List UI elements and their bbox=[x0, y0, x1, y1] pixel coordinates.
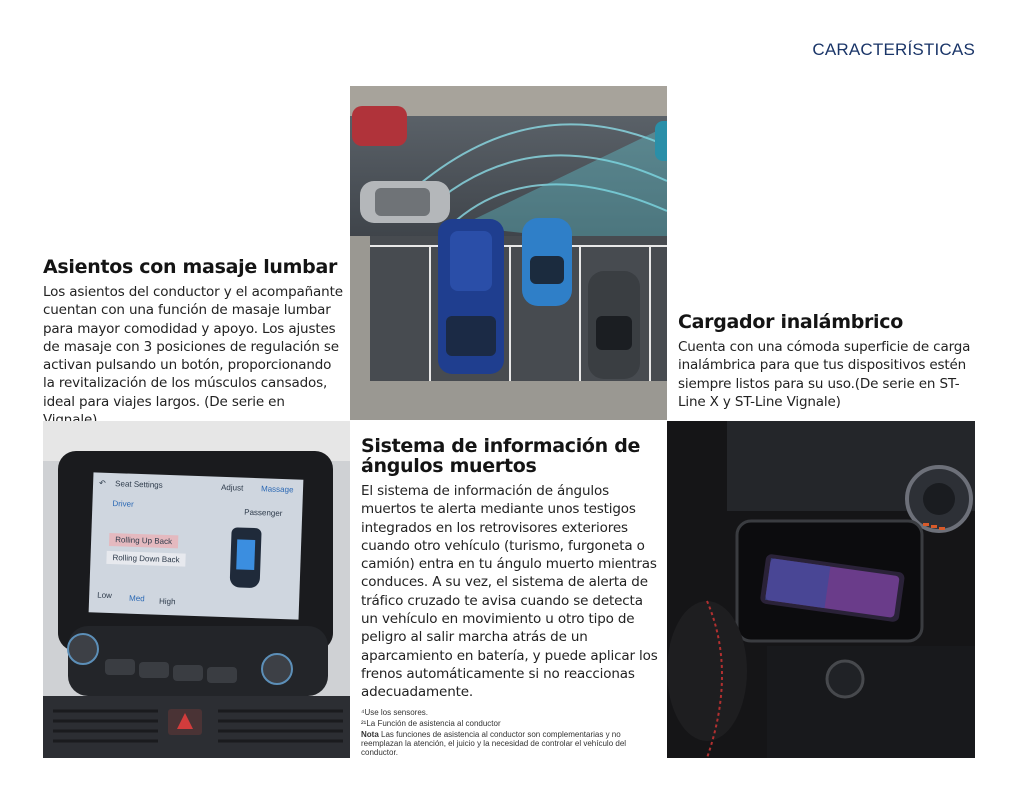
back-icon[interactable]: ↶ bbox=[98, 478, 106, 488]
tab-massage[interactable]: Massage bbox=[260, 484, 294, 495]
seat-image bbox=[230, 527, 262, 588]
charger-section bbox=[678, 312, 976, 411]
massage-body: Los asientos del conductor y el acompañante cuentan con una función de masaje lumbar para mayor comodidad y apoyo. Los ajustes de masaje con 3 posiciones de regulación se activan pulsando un botón, proporcionando la revitalización de los músculos cansados, ideal para viajes largos. (De serie en bbox=[43, 284, 343, 410]
intensity-high[interactable]: High bbox=[158, 596, 176, 607]
charger-photo bbox=[667, 421, 975, 758]
touchscreen-photo bbox=[43, 421, 350, 758]
blindspot-heading: Sistema de información de ángulos muertos bbox=[361, 435, 641, 477]
charger-body: Cuenta con una cómoda superficie de carga inalámbrica para que tus dispositivos estén siempre listos para su uso.(De serie en ST-Line X y ST-Line Vignale) bbox=[678, 339, 971, 410]
footnotes bbox=[361, 708, 661, 757]
massage-section bbox=[43, 257, 343, 429]
intensity-low[interactable]: Low bbox=[97, 590, 113, 601]
passenger-button[interactable]: Passenger bbox=[244, 507, 283, 518]
driver-button[interactable]: Driver bbox=[112, 499, 134, 509]
parking-photo bbox=[350, 86, 667, 420]
intensity-med[interactable]: Med bbox=[128, 593, 145, 604]
tab-adjust[interactable]: Adjust bbox=[220, 482, 244, 493]
massage-heading: Asientos con masaje lumbar bbox=[43, 256, 338, 278]
footnote-note bbox=[361, 730, 661, 757]
seat-settings-screen bbox=[89, 472, 304, 619]
footnote-assist: ²¹La Función de asistencia al conductor bbox=[361, 718, 501, 728]
section-title: CARACTERÍSTICAS bbox=[812, 40, 975, 59]
charger-heading: Cargador inalámbrico bbox=[678, 311, 903, 333]
footnote-note-text: Las funciones de asistencia al conductor son complementarias y no reemplazan la atención, el juicio y la necesidad de controlar el vehículo del conductor. bbox=[361, 729, 627, 757]
rolling-down-option[interactable]: Rolling Down Back bbox=[106, 551, 186, 567]
footnote-sensors: ⁴Use los sensores. bbox=[361, 707, 429, 717]
blindspot-body: El sistema de información de ángulos muertos te alerta mediante unos testigos integrados en los retrovisores exteriores cuando otro vehículo (turismo, furgoneta o camión) entra en tu ángulo muerto mientras conduces. A su vez, el sistema de alerta de tráfico cruzado te avisa cuando se detecta un vehículo en movimiento u otro tipo de peligro al salir marcha atrás de un aparcamiento en batería, y puede aplicar los frenos automáticamente si no reaccionas adecuadamente. bbox=[361, 483, 658, 701]
rolling-up-option[interactable]: Rolling Up Back bbox=[109, 533, 178, 548]
blindspot-section bbox=[361, 436, 661, 757]
seat-settings-title: Seat Settings bbox=[114, 479, 163, 490]
footnote-note-label: Nota bbox=[361, 729, 379, 739]
